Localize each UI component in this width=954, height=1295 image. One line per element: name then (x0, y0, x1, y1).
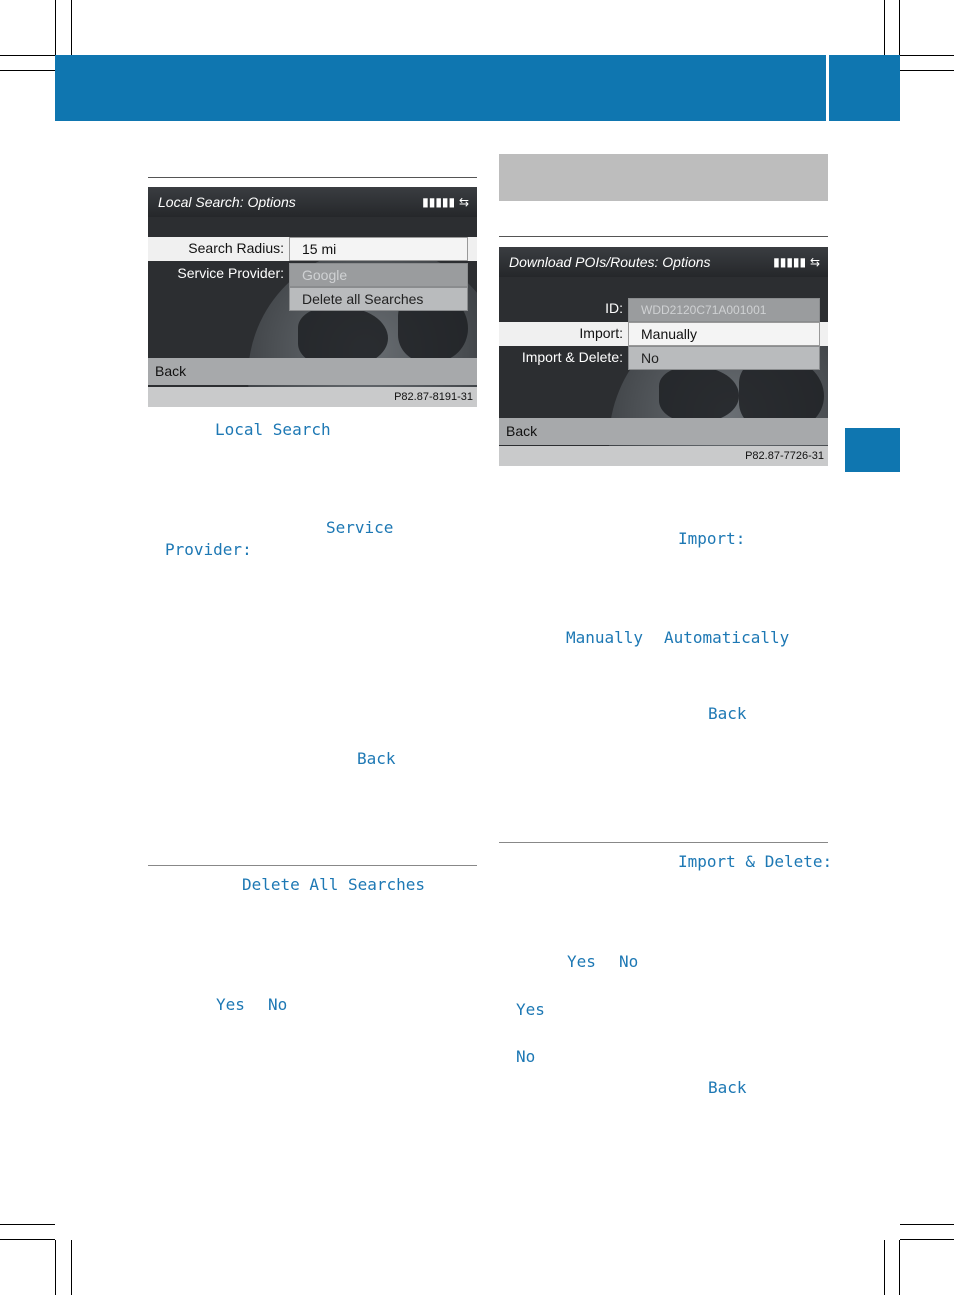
signal-icon: ▮▮▮▮▮ ⇆ (422, 195, 469, 209)
download-pois-options-screen (499, 247, 828, 446)
search-radius-label: Search Radius: (188, 240, 284, 256)
service-provider-label: Service Provider: (177, 265, 284, 281)
provider-term: Provider: (165, 540, 252, 559)
back-term: Back (357, 749, 396, 768)
yes-term: Yes (516, 1000, 545, 1019)
automatically-term: Automatically (664, 628, 790, 647)
crop-mark (884, 0, 885, 55)
yes-term: Yes (216, 995, 245, 1014)
header-band (55, 55, 900, 121)
section-rule (499, 842, 828, 843)
screen-title: Local Search: Options (148, 187, 477, 217)
no-term: No (619, 952, 639, 971)
back-button[interactable]: Back (148, 358, 477, 385)
crop-mark (900, 70, 954, 71)
crop-mark (0, 70, 55, 71)
crop-mark (55, 1240, 56, 1295)
crop-mark (0, 1239, 55, 1240)
crop-mark (71, 0, 72, 55)
globe-land (659, 367, 739, 422)
heading-box (499, 154, 828, 201)
back-term: Back (708, 1078, 747, 1097)
crop-mark (899, 0, 900, 55)
crop-mark (0, 55, 55, 56)
crop-mark (71, 1240, 72, 1295)
crop-mark (0, 1224, 55, 1225)
crop-mark (900, 55, 954, 56)
service-term: Service (326, 518, 394, 537)
crop-mark (884, 1240, 885, 1295)
crop-mark (900, 1239, 954, 1240)
import-delete-term: Import & Delete: (678, 852, 833, 871)
no-term: No (516, 1047, 536, 1066)
header-divider (826, 55, 829, 121)
crop-mark (900, 1224, 954, 1225)
local-search-options-screen (148, 187, 477, 387)
import-value[interactable]: Manually (628, 322, 820, 346)
crop-mark (55, 0, 56, 55)
import-delete-value[interactable]: No (628, 346, 820, 370)
section-rule (148, 177, 477, 178)
back-term: Back (708, 704, 747, 723)
delete-all-searches-option[interactable]: Delete all Searches (289, 287, 468, 311)
image-code: P82.87-7726-31 (499, 446, 828, 466)
delete-all-searches-term: Delete All Searches (242, 875, 426, 894)
section-rule (499, 236, 828, 237)
id-label: ID: (605, 300, 623, 316)
yes-term: Yes (567, 952, 596, 971)
provider-option[interactable]: Google (289, 263, 468, 287)
screen-title: Download POIs/Routes: Options (499, 247, 828, 277)
back-button[interactable]: Back (499, 418, 828, 445)
section-tab (845, 428, 900, 472)
import-term: Import: (678, 529, 746, 548)
no-term: No (268, 995, 288, 1014)
id-value[interactable]: WDD2120C71A001001 (628, 298, 820, 322)
import-label: Import: (579, 325, 623, 341)
signal-icon: ▮▮▮▮▮ ⇆ (773, 255, 820, 269)
crop-mark (899, 1240, 900, 1295)
image-code: P82.87-8191-31 (148, 387, 477, 407)
local-search-term: Local Search (215, 420, 331, 439)
section-rule (148, 865, 477, 866)
search-radius-value[interactable]: 15 mi (289, 237, 468, 261)
manually-term: Manually (566, 628, 644, 647)
import-delete-label: Import & Delete: (521, 349, 623, 365)
